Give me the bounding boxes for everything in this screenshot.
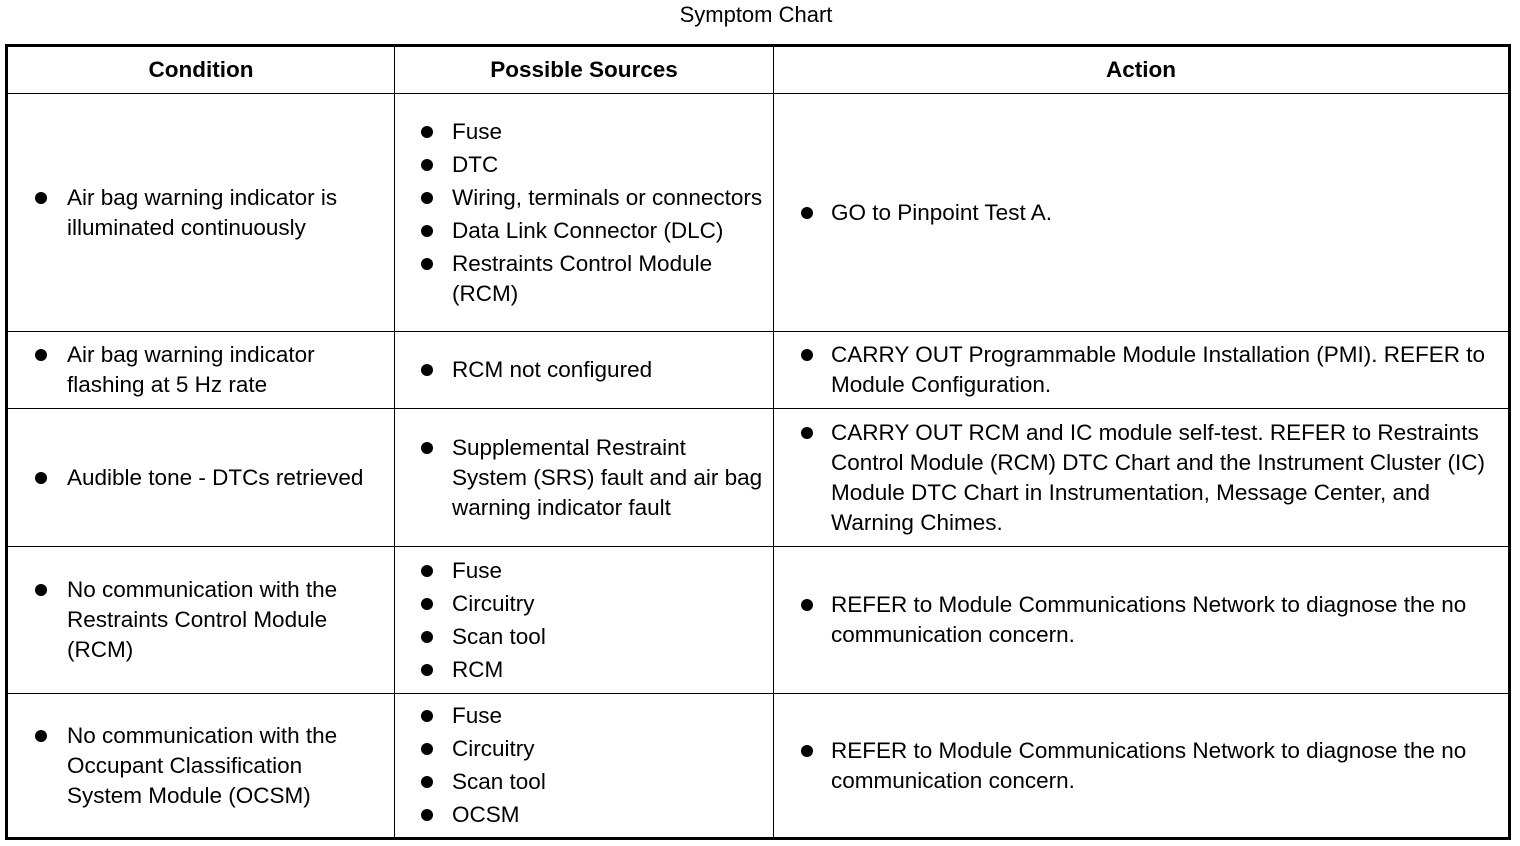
source-item: Restraints Control Module (RCM) xyxy=(395,249,773,309)
condition-item: No communication with the Restraints Control Module (RCM) xyxy=(8,575,394,665)
source-item: Data Link Connector (DLC) xyxy=(395,216,773,246)
page-title: Symptom Chart xyxy=(679,2,833,27)
header-possible-sources: Possible Sources xyxy=(395,46,774,94)
source-item: Wiring, terminals or connectors xyxy=(395,183,773,213)
action-cell xyxy=(774,547,1510,694)
source-item: Supplemental Restraint System (SRS) fault and air bag warning indicator fault xyxy=(395,433,773,523)
sources-cell xyxy=(395,547,774,694)
action-cell xyxy=(774,409,1510,547)
source-item: Fuse xyxy=(395,117,773,147)
condition-item: Air bag warning indicator is illuminated continuously xyxy=(8,183,394,243)
condition-item: No communication with the Occupant Classification System Module (OCSM) xyxy=(8,721,394,811)
action-cell xyxy=(774,94,1510,332)
header-action: Action xyxy=(774,46,1510,94)
condition-cell xyxy=(7,332,395,409)
table-row xyxy=(7,94,1510,332)
condition-cell xyxy=(7,94,395,332)
condition-item: Air bag warning indicator flashing at 5 Hz rate xyxy=(8,340,394,400)
action-item: CARRY OUT RCM and IC module self-test. REFER to Restraints Control Module (RCM) DTC Chart and the Instrument Cluster (IC) Module DTC Chart in Instrumentation, Message Center, and Warning Chimes. xyxy=(774,418,1508,538)
symptom-chart-table xyxy=(5,44,1511,840)
source-item: Circuitry xyxy=(395,589,773,619)
table-row xyxy=(7,332,1510,409)
source-item: Fuse xyxy=(395,556,773,586)
action-item: CARRY OUT Programmable Module Installation (PMI). REFER to Module Configuration. xyxy=(774,340,1508,400)
action-cell xyxy=(774,694,1510,839)
sources-cell xyxy=(395,332,774,409)
source-item: Circuitry xyxy=(395,734,773,764)
source-item: Scan tool xyxy=(395,767,773,797)
action-cell xyxy=(774,332,1510,409)
sources-cell xyxy=(395,409,774,547)
action-item: GO to Pinpoint Test A. xyxy=(774,198,1508,228)
table-row xyxy=(7,409,1510,547)
source-item: RCM not configured xyxy=(395,355,773,385)
action-item: REFER to Module Communications Network to diagnose the no communication concern. xyxy=(774,736,1508,796)
source-item: OCSM xyxy=(395,800,773,830)
table-header-row xyxy=(7,46,1510,94)
table-row xyxy=(7,694,1510,839)
source-item: Fuse xyxy=(395,701,773,731)
sources-cell xyxy=(395,94,774,332)
sources-cell xyxy=(395,694,774,839)
table-row xyxy=(7,547,1510,694)
condition-cell xyxy=(7,409,395,547)
condition-cell xyxy=(7,547,395,694)
source-item: Scan tool xyxy=(395,622,773,652)
source-item: DTC xyxy=(395,150,773,180)
condition-item: Audible tone - DTCs retrieved xyxy=(8,463,394,493)
condition-cell xyxy=(7,694,395,839)
action-item: REFER to Module Communications Network to diagnose the no communication concern. xyxy=(774,590,1508,650)
header-condition: Condition xyxy=(7,46,395,94)
source-item: RCM xyxy=(395,655,773,685)
